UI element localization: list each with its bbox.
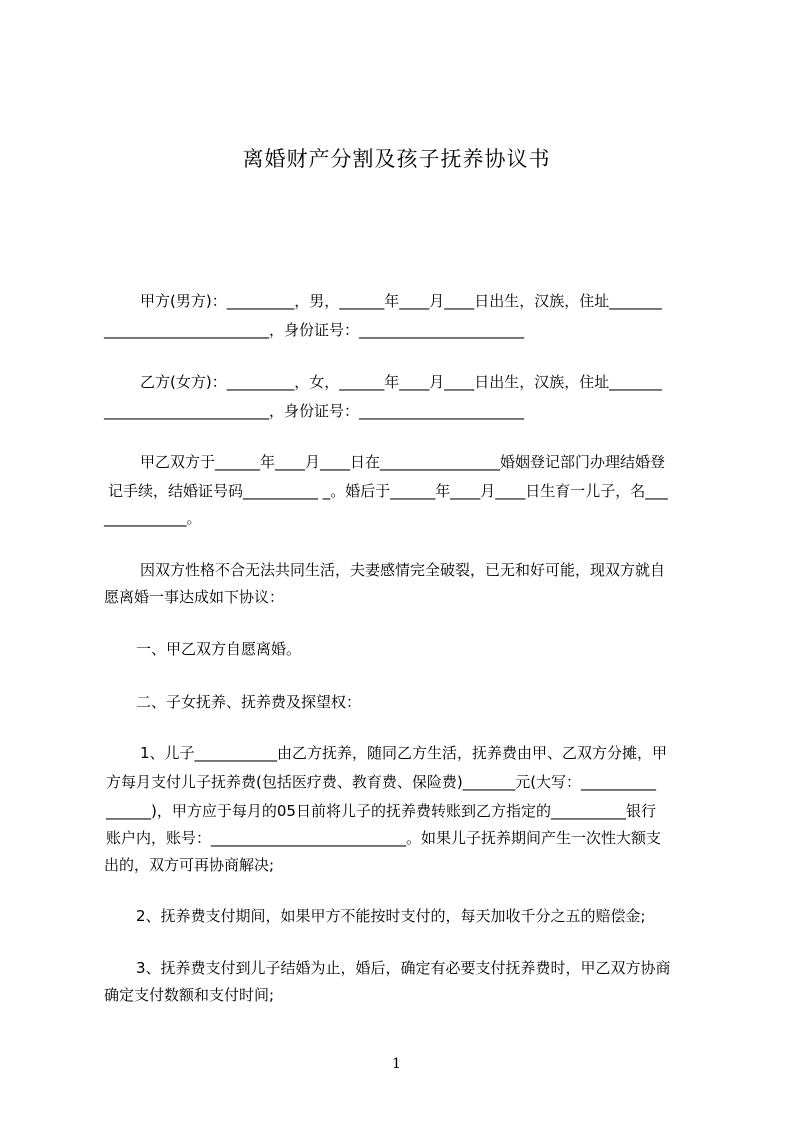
party-b-line-1: 乙方(女方)：_________，女，______年____月____日出生，汉族，住址_______ (140, 373, 662, 391)
item-3-line-2: 确定支付数额和支付时间; (104, 986, 275, 1004)
marriage-line-1: 甲乙双方于______年____月____日在________________婚姻登记部门办理结婚登 (140, 453, 666, 471)
party-b-line-2: ______________________，身份证号：______________________ (104, 402, 525, 420)
reason-line-1: 因双方性格不合无法共同生活，夫妻感情完全破裂，已无和好可能，现双方就自 (140, 561, 666, 579)
item-3-line-1: 3、抚养费支付到儿子结婚为止，婚后，确定有必要支付抚养费时，甲乙双方协商 (136, 959, 671, 977)
clause-2: 二、子女抚养、抚养费及探望权： (136, 693, 362, 711)
document-title: 离婚财产分割及孩子抚养协议书 (242, 147, 551, 171)
item-2: 2、抚养费支付期间，如果甲方不能按时支付的，每天加收千分之五的赔偿金; (136, 907, 646, 925)
page-number: 1 (392, 1056, 401, 1072)
item-1-line-5: 出的，双方可再协商解决; (104, 856, 275, 874)
item-1-line-1: 1、儿子___________由乙方抚养，随同乙方生活，抚养费由甲、乙双方分摊，甲 (140, 744, 668, 762)
clause-1: 一、甲乙双方自愿离婚。 (136, 640, 302, 658)
item-1-line-3: ______)，甲方应于每月的05日前将儿子的抚养费转账到乙方指定的__________银行 (106, 802, 656, 820)
item-1-line-4: 账户内，账号：__________________________。如果儿子抚养期间产生一次性大额支 (106, 829, 662, 847)
reason-line-2: 愿离婚一事达成如下协议： (104, 588, 285, 606)
marriage-line-2: 记手续，结婚证号码__________ _。婚后于______年____月____日生育一儿子，名___ (108, 482, 668, 500)
party-a-line-1: 甲方(男方)：_________，男，______年____月____日出生，汉族，住址_______ (140, 292, 662, 310)
party-a-line-2: ______________________，身份证号：______________________ (104, 321, 525, 339)
item-1-line-2: 方每月支付儿子抚养费(包括医疗费、教育费、保险费)_______元(大写：__________ (106, 773, 657, 791)
marriage-line-3: ___________。 (104, 509, 202, 527)
